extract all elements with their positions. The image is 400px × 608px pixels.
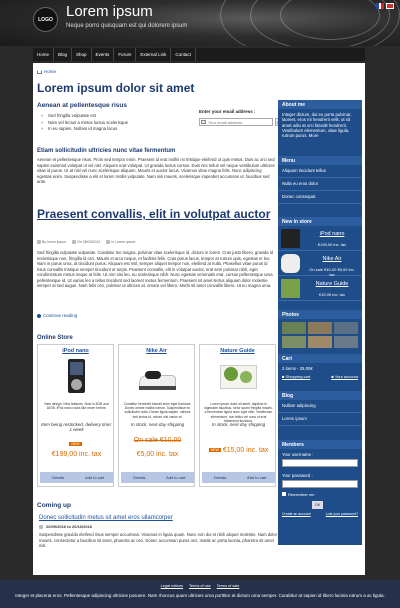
site-logo[interactable]: LOGO: [33, 7, 58, 32]
product-badge-row: [41, 441, 112, 448]
photo-thumbnail[interactable]: [282, 322, 306, 334]
sidebar-heading: Cart: [278, 354, 362, 363]
breadcrumb: [37, 69, 56, 74]
your-account-link[interactable]: ■ Your account: [331, 374, 358, 380]
event-title-link[interactable]: Donec sollicitudin metus sit amet eros ullamcorper: [39, 515, 173, 521]
nav-home[interactable]: Home: [33, 48, 54, 61]
nav-blog[interactable]: Blog: [54, 48, 72, 61]
nav-events[interactable]: Events: [92, 48, 115, 61]
footer-link-legal[interactable]: Legal notices: [160, 584, 184, 588]
sidebar-product-name[interactable]: iPod nano: [319, 231, 345, 237]
product-card: [118, 344, 195, 487]
sidebar-menu-item[interactable]: Donec consequat: [278, 191, 362, 204]
folder-icon: [106, 240, 110, 244]
list-item: » Sed fringilla vulputate est: [41, 113, 128, 120]
calendar-icon: [72, 240, 76, 244]
main-content: [33, 63, 365, 575]
event-date: 20/09/2016 to 20/10/2016: [39, 524, 92, 529]
post-title-link[interactable]: Praesent convallis, elit in volutpat auctor: [37, 207, 271, 221]
cart-summary: 2 items - 25,00€: [282, 366, 313, 371]
post-meta: [37, 240, 135, 244]
nav-contact[interactable]: Contact: [171, 48, 196, 61]
nav-shop[interactable]: Shop: [72, 48, 92, 61]
sidebar-product-name[interactable]: Nature Guide: [315, 281, 349, 287]
sidebar-product[interactable]: [278, 251, 362, 276]
add-to-cart-button[interactable]: Add to cart: [247, 475, 267, 480]
sidebar-photos: [278, 310, 362, 351]
member-links: [278, 509, 362, 519]
shopping-cart-link[interactable]: ■ Shopping cart: [282, 374, 311, 380]
footer-text: Integer et placerat eros. Pellentesque adipiscing ultricies posuere. Nam rhoncus quam ultricies urna porttitor at dictum urna semper. Curabitur at sapien id libero lacinia rutrum a ac ligula.: [15, 593, 385, 598]
paragraph: Aenean et pellentesque risus. Proin sed tempor enim. Praesent id erat mollis mi tristique eleifend ut quis metus. Duis ac orci sed sapien euismod volutpat ut vel nisl. Aliquam erat volutpat. Ut gravida luctus cursus. Duis nec tellus vel neque vestibulum ultricies vitae id purus. Ut at nisl vel nunc scelerisque aliquam. Mauris et auctor lacus. Vivamus vitae magna felis. Nunc adipiscing egestas enim. Suspendisse a elit et lorem mollis vulputate. Nam nisi mauris, scelerisque imperdiet accumsan ut, faucibus sed ante.: [37, 157, 275, 184]
nav-forum[interactable]: Forum: [114, 48, 136, 61]
product-description: Curabitur hendrerit blandit enim eget tincidunt. Donec ornare mattis rutrum. Suspendisse eu sollicitudin nulla. Donec ligula sapien, ultrices sed lectus id, rutrum nisi varius at.: [123, 402, 192, 419]
post-author: By lorem ipsum: [37, 240, 66, 244]
product-old-price: On sale €10,00: [133, 437, 182, 444]
new-badge: NEW: [210, 448, 219, 453]
sidebar-blog-item[interactable]: Lorem ipsum: [278, 413, 362, 426]
product-stock: Item being restocked, delivery time: 1 week: [41, 422, 112, 432]
product-card: [199, 344, 276, 487]
product-price: €199,00 inc. tax: [51, 451, 102, 458]
post-category[interactable]: In Lorem ipsum: [106, 240, 135, 244]
product-name-link[interactable]: Nike Air: [146, 348, 167, 354]
sidebar-product-price: On sale €10,00 €5,00 inc. tax: [309, 267, 355, 277]
site-slogan: Neque porro quisquam est qui dolorem ipsum: [66, 23, 188, 29]
new-badge: NEW: [71, 442, 80, 447]
photo-thumbnail[interactable]: [308, 336, 332, 348]
list-item: » Nam vel lectus a metus luctus scelerisque: [41, 120, 128, 127]
product-stock: In stock, next-day shipping: [130, 422, 185, 427]
remember-me-label: Remember me: [288, 491, 315, 497]
lost-password-link[interactable]: Lost your password?: [325, 511, 358, 516]
photo-thumbnail[interactable]: [308, 322, 332, 334]
bullet-list: [41, 113, 128, 133]
sidebar-product[interactable]: [278, 226, 362, 251]
newsletter-email-input[interactable]: [199, 118, 273, 126]
sidebar-heading: Members: [278, 440, 362, 449]
main-navigation: [33, 48, 365, 61]
sidebar-blog: [278, 391, 362, 426]
sidebar-heading: About me: [278, 100, 362, 109]
sidebar-product-price: €199,00 inc. tax: [317, 242, 347, 247]
continue-reading-link[interactable]: Continue reading: [37, 313, 77, 318]
ipod-image[interactable]: [56, 359, 97, 395]
shoe-image[interactable]: [137, 359, 178, 395]
product-card: [37, 344, 114, 487]
sidebar-heading: New in store: [278, 217, 362, 226]
arrow-right-icon: [37, 314, 41, 318]
product-description: Lorem ipsum dolor sit amet, dapibus in dignissim faucibus, tortor quam fringilla mauris, a fermentum ligula nunc eget nibh. Vestibulum elementum, non tellus vel nunc ut erat bibendum tincidunt.: [204, 402, 273, 423]
site-footer: [0, 580, 400, 608]
product-actions: [202, 472, 275, 483]
about-text: Integer dictum, dui eu porta pulvinar, laoreet, eros mi hendrerit velit, ut sit amet odio at orci blandit hendrerit. Vestibulum elementum, vitae ligula, rutrum purus. More: [282, 112, 352, 139]
product-price-row: [203, 447, 274, 454]
sidebar: [278, 100, 362, 545]
photo-thumbnail[interactable]: [334, 336, 358, 348]
product-name-link[interactable]: Nature Guide: [220, 348, 255, 354]
footer-link-terms-sale[interactable]: Terms of sale: [216, 584, 240, 588]
product-stock: In stock, next-day shipping: [211, 422, 266, 427]
flag-en-icon[interactable]: [386, 3, 394, 9]
sidebar-heading: Menu: [278, 156, 362, 165]
sidebar-menu-item[interactable]: Nulla eu eros dolor: [278, 178, 362, 191]
calendar-icon: [39, 525, 43, 529]
book-image[interactable]: [218, 359, 259, 395]
username-label: Your username :: [282, 452, 314, 457]
mail-icon: [201, 120, 206, 124]
details-button[interactable]: Details: [133, 475, 146, 480]
username-input[interactable]: [282, 459, 358, 467]
shoe-thumbnail: [281, 254, 300, 273]
sidebar-about: [278, 100, 362, 141]
section-heading: Online Store: [37, 335, 73, 341]
add-to-cart-button[interactable]: Add to cart: [166, 475, 186, 480]
event-description: Suspendisse gravida eleifend risus semper accumsan. Vivamus in ligula quam. Nunc non dui et nibh aliquet molestie. Nam dolor mauris, consectetur a faucibus sit amet, pharetra ac orci. Donec accumsan purus orci, mattis ac porta lacinia, pharetra sit amet nisl.: [39, 532, 278, 548]
sidebar-blog-item[interactable]: Nullam adipiscing: [278, 400, 362, 413]
sidebar-cart: [278, 354, 362, 379]
sidebar-product[interactable]: [278, 276, 362, 301]
sidebar-menu: [278, 156, 362, 204]
login-button[interactable]: OK: [312, 501, 323, 509]
product-description: New design. New features. Now in 8GB and 16GB. iPod nano rocks like never before.: [44, 402, 109, 411]
remember-me-checkbox[interactable]: [282, 492, 286, 496]
post-body: Sed fringilla vulputate vulputate. Curabitur leo magna, pulvinar vitae scelerisque id, dictum in lorem. Cras justo libero, gravida id scelerisque non, fringilla id orci. Mauris et arcu neque, et facilisis felis. Cras purus lacus, tempor at rutrum quis, egestas et leo. Nam in purus urna, at tincidunt purus. Aliquam est nisl, semper aliquet tempor non, eleifend at nulla. Phasellus vitae purus id risus convallis tristique semper tincidunt ut turpis. Praesent convallis, elit in volutpat auctor, erat sem pulvinar nibh, eget condimentum metus neque at felis. Ut non nisi leo, eu scelerisque nibh. Nunc egestas venenatis erat, cursus pellentesque urna pellentesque id. Ut varius leo a tellus tincidunt sed laoreet metus fermentum. Praesent sit amet lectus aliquam dolor molestie semper at sed augue. Nam felis orci, pulvinar ut ultrices at, ornare vel libero. Morbi sit amet convallis libero. Ut eu magna urna.: [37, 250, 274, 288]
add-to-cart-button[interactable]: Add to cart: [85, 475, 105, 480]
site-title[interactable]: Lorem ipsum: [66, 3, 153, 20]
list-item: » In eu sapien. Nullam id magna lacus: [41, 126, 128, 133]
site-header: [0, 0, 400, 46]
post-date: On 28/09/2012: [72, 240, 100, 244]
section-heading: Coming up: [37, 502, 71, 509]
product-name-link[interactable]: iPod nano: [62, 348, 89, 354]
password-label: Your password :: [282, 472, 313, 478]
flag-fr-icon[interactable]: [376, 3, 384, 9]
home-icon: [37, 70, 42, 74]
sidebar-members: [278, 440, 362, 519]
product-price: €15,00 inc. tax: [222, 447, 269, 454]
page-title: Lorem ipsum dolor sit amet: [37, 81, 195, 95]
footer-links: [0, 584, 400, 588]
details-button[interactable]: Details: [52, 475, 65, 480]
password-input[interactable]: [282, 480, 358, 488]
sidebar-heading: Blog: [278, 391, 362, 400]
ipod-thumbnail: [281, 229, 300, 248]
sidebar-product-name[interactable]: Nike Air: [322, 256, 342, 262]
section-heading: Aenean at pellentesque risus: [37, 102, 127, 109]
product-actions: [40, 472, 113, 483]
user-icon: [37, 240, 41, 244]
photo-thumbnail[interactable]: [282, 336, 306, 348]
product-actions: [121, 472, 194, 483]
photo-thumbnail[interactable]: [334, 322, 358, 334]
sidebar-product-price: €15,00 inc. tax: [318, 292, 346, 297]
sidebar-menu-item[interactable]: Aliquam tincidunt tellus: [278, 165, 362, 178]
newsletter-label: Enter your email address :: [199, 109, 256, 114]
nav-external-link[interactable]: External Link: [136, 48, 171, 61]
footer-link-terms-use[interactable]: Terms of use: [189, 584, 211, 588]
details-button[interactable]: Details: [214, 475, 227, 480]
create-account-link[interactable]: Create an account: [282, 511, 311, 516]
sidebar-heading: Photos: [278, 310, 362, 319]
sidebar-new-in-store: [278, 217, 362, 301]
product-price: €5,00 inc. tax: [136, 451, 179, 458]
book-thumbnail: [281, 279, 300, 298]
breadcrumb-home-link[interactable]: Home: [44, 69, 57, 74]
section-heading: Etiam sollicitudin ultricies nunc vitae fermentum: [37, 148, 176, 154]
